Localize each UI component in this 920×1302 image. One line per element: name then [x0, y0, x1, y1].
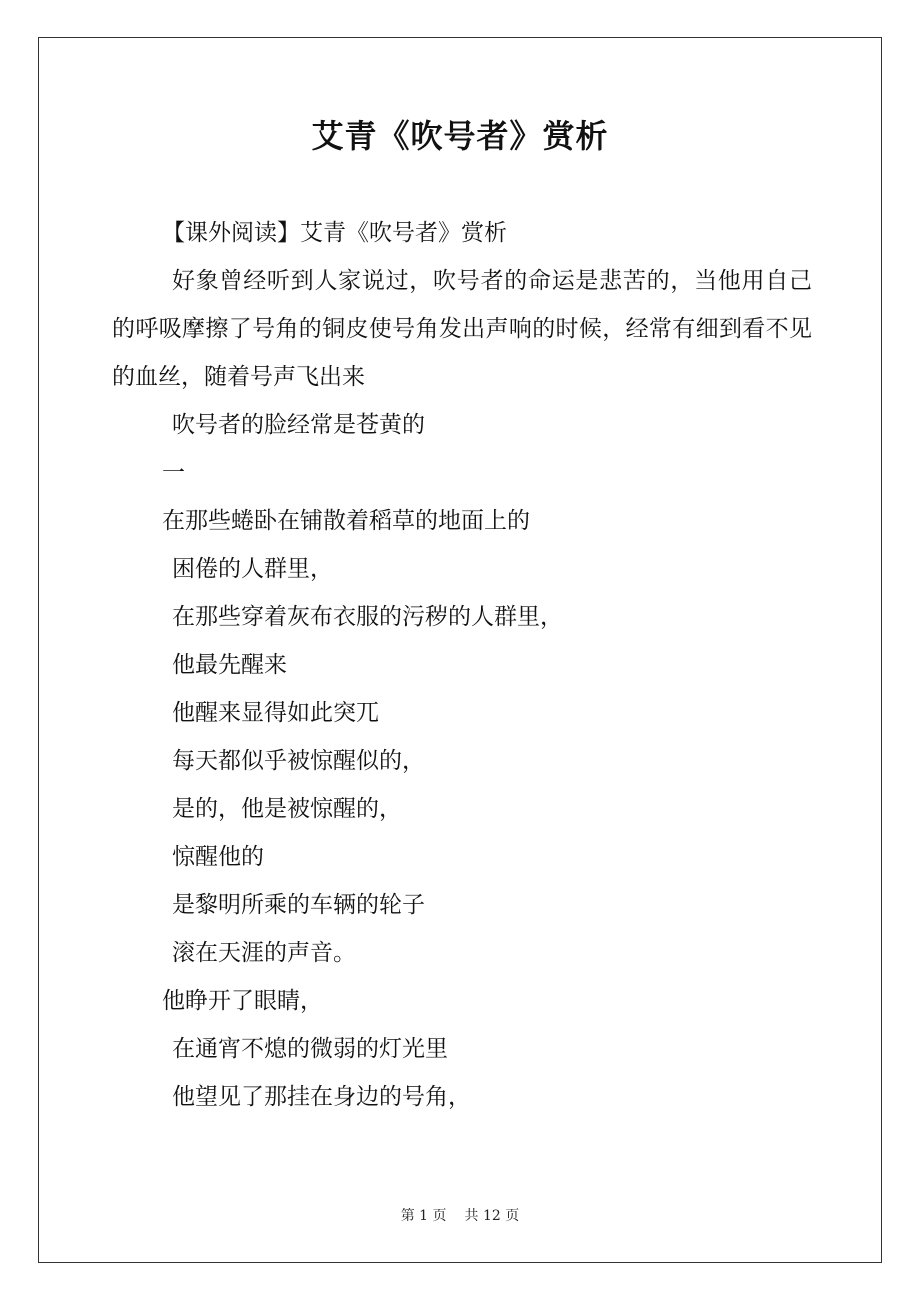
poem-line: 他望见了那挂在身边的号角， [172, 1084, 471, 1110]
poem-line: 吹号者的脸经常是苍黄的 [172, 412, 425, 438]
heading-line: 【课外阅读】艾青《吹号者》赏析 [162, 220, 507, 246]
poem-line: 在那些穿着灰布衣服的污秽的人群里， [172, 604, 563, 630]
poem-line: 每天都似乎被惊醒似的， [172, 748, 425, 774]
poem-line: 他醒来显得如此突兀 [172, 700, 379, 726]
document-title: 艾青《吹号者》赏析 [311, 117, 609, 155]
page-total: 共 12 页 [464, 1208, 520, 1224]
page-number: 第 1 页 [400, 1208, 447, 1224]
poem-line: 滚在天涯的声音。 [172, 940, 356, 966]
poem-line: 惊醒他的 [172, 844, 264, 870]
poem-line: 是黎明所乘的车辆的轮子 [172, 892, 425, 918]
poem-line: 是的，他是被惊醒的， [172, 796, 402, 822]
page-footer [0, 1205, 920, 1225]
document-body [112, 209, 812, 1121]
section-number: 一 [162, 460, 185, 486]
intro-paragraph: 好象曾经听到人家说过，吹号者的命运是悲苦的，当他用自己的呼吸摩擦了号角的铜皮使号角发出声响的时候，经常有细到看不见的血丝，随着号声飞出来 [112, 268, 812, 390]
poem-line: 在通宵不熄的微弱的灯光里 [172, 1036, 448, 1062]
poem-line: 他最先醒来 [172, 652, 287, 678]
poem-line: 他睁开了眼睛， [162, 988, 323, 1014]
poem-line: 困倦的人群里， [172, 556, 333, 582]
poem-line: 在那些蜷卧在铺散着稻草的地面上的 [162, 508, 530, 534]
